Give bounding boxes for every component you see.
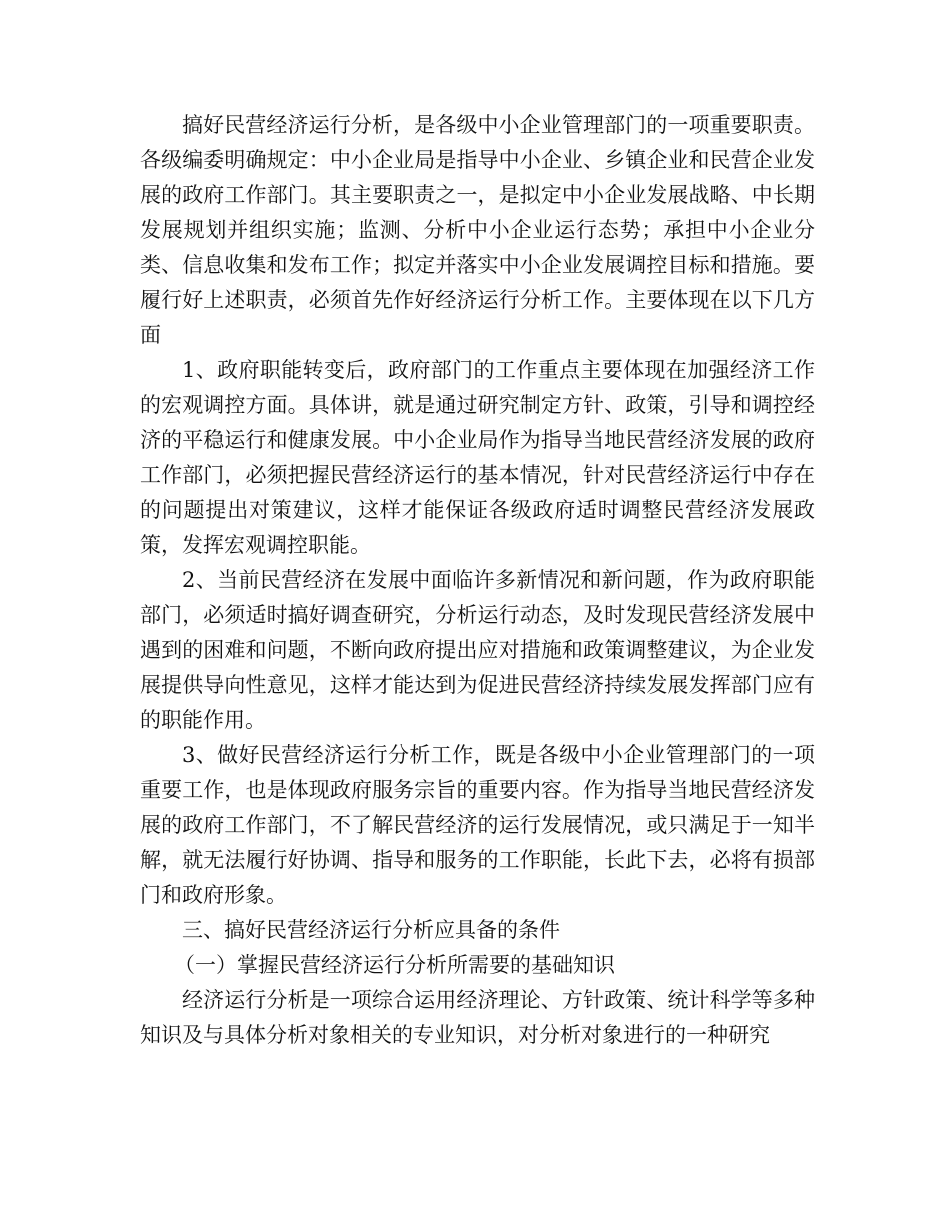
paragraph-point-3: 3、做好民营经济运行分析工作，既是各级中小企业管理部门的一项重要工作，也是体现政府服务宗旨的重要内容。作为指导当地民营经济发展的政府工作部门，不了解民营经济的运行发展情况，或只满足于一知半解，就无法履行好协调、指导和服务的工作职能，长此下去，必将有损部门和政府形象。 [140,743,815,907]
section-heading: 三、搞好民营经济运行分析应具备的条件 [182,918,560,942]
paragraph-point-2: 2、当前民营经济在发展中面临许多新情况和新问题，作为政府职能部门，必须适时搞好调查研究，分析运行动态，及时发现民营经济发展中遇到的困难和问题，不断向政府提出应对措施和政策调整建议，为企业发展提供导向性意见，这样才能达到为促进民营经济持续发展发挥部门应有的职能作用。 [140,568,815,732]
paragraph-intro: 搞好民营经济运行分析，是各级中小企业管理部门的一项重要职责。各级编委明确规定：中小企业局是指导中小企业、乡镇企业和民营企业发展的政府工作部门。其主要职责之一，是拟定中小企业发展战略、中长期发展规划并组织实施；监测、分析中小企业运行态势；承担中小企业分类、信息收集和发布工作；拟定并落实中小企业发展调控目标和措施。要履行好上述职责，必须首先作好经济运行分析工作。主要体现在以下几方面 [140,113,815,347]
paragraph-analysis: 经济运行分析是一项综合运用经济理论、方针政策、统计科学等多种知识及与具体分析对象相关的专业知识，对分析对象进行的一种研究 [140,988,815,1047]
paragraph-point-1: 1、政府职能转变后，政府部门的工作重点主要体现在加强经济工作的宏观调控方面。具体讲，就是通过研究制定方针、政策，引导和调控经济的平稳运行和健康发展。中小企业局作为指导当地民营经济发展的政府工作部门，必须把握民营经济运行的基本情况，针对民营经济运行中存在的问题提出对策建议，这样才能保证各级政府适时调整民营经济发展政策，发挥宏观调控职能。 [140,358,815,557]
subsection-heading: （一）掌握民营经济运行分析所需要的基础知识 [174,953,615,977]
document-page [140,108,815,1053]
